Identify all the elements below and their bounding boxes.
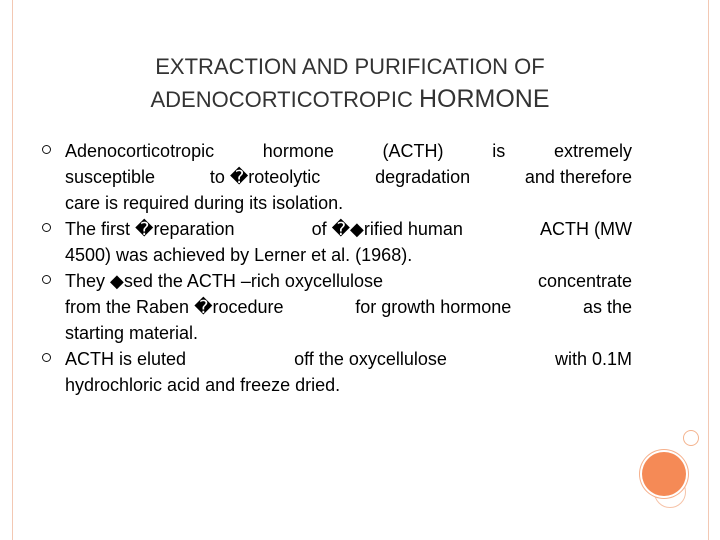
title-line-1: EXTRACTION AND PURIFICATION OF bbox=[155, 54, 545, 79]
text-segment: susceptible bbox=[65, 167, 156, 187]
text-segment: and therefore bbox=[524, 167, 632, 187]
bullet-text-line bbox=[65, 216, 632, 242]
text-segment: of �◆rified human bbox=[311, 219, 463, 239]
bullet-text-line bbox=[65, 372, 632, 398]
bullet-text-line bbox=[65, 190, 632, 216]
left-border-line bbox=[12, 0, 13, 540]
bullet-text-line bbox=[65, 294, 632, 320]
text-segment: concentrate bbox=[537, 271, 632, 291]
bullet-text-line bbox=[65, 268, 632, 294]
bullet-item bbox=[42, 138, 632, 216]
bullet-text-line bbox=[65, 346, 632, 372]
text-segment: from the Raben �rocedure bbox=[65, 297, 284, 317]
text-segment: starting material. bbox=[65, 323, 199, 343]
bullet-text-line bbox=[65, 138, 632, 164]
text-segment: 4500) was achieved by Lerner et al. (1968). bbox=[65, 245, 413, 265]
text-segment: ACTH (MW bbox=[540, 219, 632, 239]
decor-small-circle bbox=[683, 430, 699, 446]
bullet-text-line bbox=[65, 164, 632, 190]
bullet-text-line bbox=[65, 320, 632, 346]
text-segment: degradation bbox=[375, 167, 471, 187]
text-segment: Adenocorticotropic bbox=[65, 141, 215, 161]
bullet-circle-icon bbox=[42, 223, 51, 232]
text-segment: off the oxycellulose bbox=[294, 349, 447, 369]
text-segment: hydrochloric acid and freeze dried. bbox=[65, 375, 341, 395]
bullet-text-line bbox=[65, 242, 632, 268]
bullet-item bbox=[42, 216, 632, 268]
title-line-2 bbox=[60, 83, 640, 116]
text-segment: extremely bbox=[553, 141, 632, 161]
text-segment: ACTH is eluted bbox=[65, 349, 187, 369]
text-segment: for growth hormone bbox=[355, 297, 512, 317]
bullet-item bbox=[42, 346, 632, 398]
bullet-item bbox=[42, 268, 632, 346]
bullet-circle-icon bbox=[42, 275, 51, 284]
bullet-circle-icon bbox=[42, 353, 51, 362]
title-word-hormone: HORMONE bbox=[418, 85, 550, 113]
bullet-list bbox=[42, 138, 632, 398]
bullet-circle-icon bbox=[42, 145, 51, 154]
right-border-line bbox=[708, 0, 709, 540]
text-segment: They ◆sed the ACTH –rich oxycellulose bbox=[65, 271, 383, 291]
text-segment: to �roteolytic bbox=[209, 167, 321, 187]
text-segment: (ACTH) bbox=[382, 141, 444, 161]
text-segment: is bbox=[492, 141, 506, 161]
decor-large-circle bbox=[642, 452, 686, 496]
text-segment: care is required during its isolation. bbox=[65, 193, 344, 213]
text-segment: hormone bbox=[262, 141, 334, 161]
text-segment: with 0.1M bbox=[554, 349, 632, 369]
title-word-adenocorticotropic: ADENOCORTICOTROPIC bbox=[150, 87, 413, 112]
slide-title bbox=[60, 50, 640, 116]
text-segment: The first �reparation bbox=[65, 219, 235, 239]
text-segment: as the bbox=[582, 297, 632, 317]
